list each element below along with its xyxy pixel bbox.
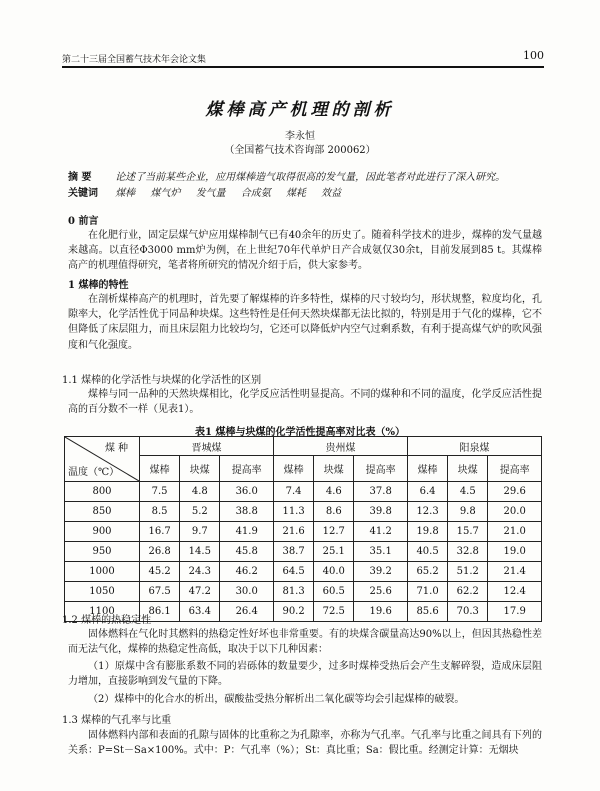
value-cell: 37.8: [354, 482, 408, 502]
group-header: 阳泉煤: [407, 437, 541, 456]
value-cell: 21.0: [488, 522, 542, 542]
value-cell: 72.5: [314, 602, 354, 622]
value-cell: 30.0: [220, 582, 274, 602]
value-cell: 12.4: [488, 582, 542, 602]
value-cell: 8.5: [140, 502, 180, 522]
value-cell: 39.8: [354, 502, 408, 522]
paragraph: 煤棒与同一品种的天然块煤相比，化学反应活性明显提高。不同的煤种和不同的温度，化学反应活性提高的百分数不一样（见表1）。: [68, 389, 542, 416]
value-cell: 90.2: [273, 602, 313, 622]
value-cell: 63.4: [180, 602, 220, 622]
value-cell: 36.0: [220, 482, 274, 502]
value-cell: 25.6: [354, 582, 408, 602]
table-caption: 表1 煤棒与块煤的化学活性提高率对比表（%）: [195, 427, 405, 438]
paragraph: 固体燃料在气化时其燃料的热稳定性好坏也非常重要。有的块煤含碳量高达90%以上，但因其热稳性差而无法气化，煤棒的热稳定性高低，取决于以下几种因素：: [68, 629, 542, 656]
value-cell: 45.2: [140, 562, 180, 582]
keyword: 煤棒: [115, 188, 136, 199]
value-cell: 38.7: [273, 542, 313, 562]
column-header: 块煤: [314, 456, 354, 482]
abstract-label: 摘 要: [68, 172, 92, 183]
value-cell: 9.8: [448, 502, 488, 522]
value-cell: 35.1: [354, 542, 408, 562]
keyword: 发气量: [195, 188, 226, 199]
table-row: [65, 562, 542, 582]
value-cell: 7.4: [273, 482, 313, 502]
value-cell: 51.2: [448, 562, 488, 582]
value-cell: 20.0: [488, 502, 542, 522]
value-cell: 40.5: [407, 542, 447, 562]
temperature-cell: 1050: [65, 582, 140, 602]
value-cell: 45.8: [220, 542, 274, 562]
subsection-heading: 1.1 煤棒的化学活性与块煤的化学活性的区别: [62, 375, 262, 386]
section-heading: 1 煤棒的特性: [68, 280, 129, 291]
value-cell: 9.7: [180, 522, 220, 542]
paragraph: 在化肥行业，固定层煤气炉应用煤棒制气已有40余年的历史了。随着科学技术的进步，煤棒的发气量越来越高。以直径Φ3000 mm炉为例，在上世纪70年代单炉日产合成氨仅30余t，目前发展到85 t。其煤棒高产的机理值得研究，笔者将所研究的情况介绍于后，供大家参考。: [68, 230, 542, 272]
table-corner-cell: [65, 437, 140, 482]
corner-label-temp: 温度（℃）: [68, 467, 120, 478]
value-cell: 6.4: [407, 482, 447, 502]
value-cell: 26.8: [140, 542, 180, 562]
temperature-cell: 850: [65, 502, 140, 522]
journal-name: 第二十三届全国蓄气技术年会论文集: [62, 55, 207, 65]
table-row: [65, 502, 542, 522]
group-header: 贵州煤: [273, 437, 407, 456]
value-cell: 64.5: [273, 562, 313, 582]
value-cell: 4.6: [314, 482, 354, 502]
column-header: 煤棒: [140, 456, 180, 482]
value-cell: 81.3: [273, 582, 313, 602]
keyword: 效益: [321, 188, 342, 199]
paragraph: （2）煤棒中的化合水的析出，碳酸盐受热分解析出二氧化碳等均会引起煤棒的破裂。: [88, 694, 465, 705]
page-number: 100: [523, 49, 544, 62]
value-cell: 46.2: [220, 562, 274, 582]
temperature-cell: 900: [65, 522, 140, 542]
article-affiliation: （全国蓄气技术咨询部 200062）: [224, 145, 376, 156]
value-cell: 24.3: [180, 562, 220, 582]
running-header: [62, 49, 544, 65]
column-header: 块煤: [180, 456, 220, 482]
temperature-cell: 1000: [65, 562, 140, 582]
paragraph: 在剖析煤棒高产的机理时，首先要了解煤棒的许多特性，煤棒的尺寸较均匀，形状规整，粒度均化，孔隙率大，化学活性优于同品种块煤。这些特性是任何天然块煤都无法比拟的，特别是用于气化的煤棒，它不但降低了床层阻力，而且床层阻力比较均匀，它还可以降低炉内空气过剩系数，有利于提高煤气炉的吹风强度和气化强度。: [68, 294, 542, 351]
table-body: [65, 482, 542, 622]
value-cell: 4.8: [180, 482, 220, 502]
value-cell: 71.0: [407, 582, 447, 602]
article-title: 煤棒高产机理的剖析: [205, 100, 395, 120]
value-cell: 16.7: [140, 522, 180, 542]
temperature-cell: 800: [65, 482, 140, 502]
value-cell: 41.9: [220, 522, 274, 542]
value-cell: 86.1: [140, 602, 180, 622]
value-cell: 8.6: [314, 502, 354, 522]
column-header: 煤棒: [273, 456, 313, 482]
group-header: 晋城煤: [140, 437, 274, 456]
article-author: 李永恒: [285, 131, 315, 142]
abstract-text: 论述了当前某些企业，应用煤棒造气取得很高的发气量，因此笔者对此进行了深入研究。: [115, 172, 506, 183]
table-row: [65, 582, 542, 602]
corner-label-coal: 煤种: [105, 443, 131, 454]
activity-table: [64, 436, 542, 622]
paragraph: （1）原煤中含有膨胀系数不同的岩砾体的数量要少，过多时煤棒受热后会产生支解碎裂，造成床层阻力增加，直接影响到发气量的下降。: [68, 661, 542, 688]
value-cell: 67.5: [140, 582, 180, 602]
temperature-cell: 1100: [65, 602, 140, 622]
value-cell: 5.2: [180, 502, 220, 522]
value-cell: 40.0: [314, 562, 354, 582]
value-cell: 12.7: [314, 522, 354, 542]
keyword: 煤耗: [285, 188, 306, 199]
temperature-cell: 950: [65, 542, 140, 562]
value-cell: 85.6: [407, 602, 447, 622]
value-cell: 12.3: [407, 502, 447, 522]
keyword: 合成氨: [240, 188, 271, 199]
keywords-label: 关键词: [68, 188, 98, 199]
value-cell: 60.5: [314, 582, 354, 602]
value-cell: 15.7: [448, 522, 488, 542]
value-cell: 38.8: [220, 502, 274, 522]
value-cell: 17.9: [488, 602, 542, 622]
value-cell: 25.1: [314, 542, 354, 562]
column-header: 提高率: [220, 456, 274, 482]
value-cell: 32.8: [448, 542, 488, 562]
value-cell: 62.2: [448, 582, 488, 602]
value-cell: 14.5: [180, 542, 220, 562]
column-header: 提高率: [354, 456, 408, 482]
value-cell: 11.3: [273, 502, 313, 522]
table-row: [65, 542, 542, 562]
header-rule: [62, 66, 544, 68]
value-cell: 65.2: [407, 562, 447, 582]
paragraph: 固体燃料内部和表面的孔隙与固体的比重称之为孔隙率，亦称为气孔率。气孔率与比重之间具有下列的关系：P=St－Sa×100%。式中：P：气孔率（%）；St：真比重；Sa：假比重。经测定计算：无烟块: [68, 730, 542, 757]
section-heading: 0 前言: [68, 216, 99, 227]
keywords: [68, 184, 353, 199]
value-cell: 7.5: [140, 482, 180, 502]
value-cell: 70.3: [448, 602, 488, 622]
table-row: [65, 522, 542, 542]
column-header: 提高率: [488, 456, 542, 482]
keyword: 煤气炉: [150, 188, 181, 199]
value-cell: 19.0: [488, 542, 542, 562]
value-cell: 41.2: [354, 522, 408, 542]
value-cell: 47.2: [180, 582, 220, 602]
value-cell: 19.8: [407, 522, 447, 542]
abstract: [68, 168, 505, 183]
value-cell: 26.4: [220, 602, 274, 622]
value-cell: 4.5: [448, 482, 488, 502]
value-cell: 39.2: [354, 562, 408, 582]
column-header: 煤棒: [407, 456, 447, 482]
value-cell: 21.6: [273, 522, 313, 542]
column-header: 块煤: [448, 456, 488, 482]
subsection-heading: 1.2 煤棒的热稳定性: [62, 615, 152, 626]
value-cell: 29.6: [488, 482, 542, 502]
table-row: [65, 482, 542, 502]
value-cell: 21.4: [488, 562, 542, 582]
subsection-heading: 1.3 煤棒的气孔率与比重: [62, 715, 172, 726]
value-cell: 19.6: [354, 602, 408, 622]
